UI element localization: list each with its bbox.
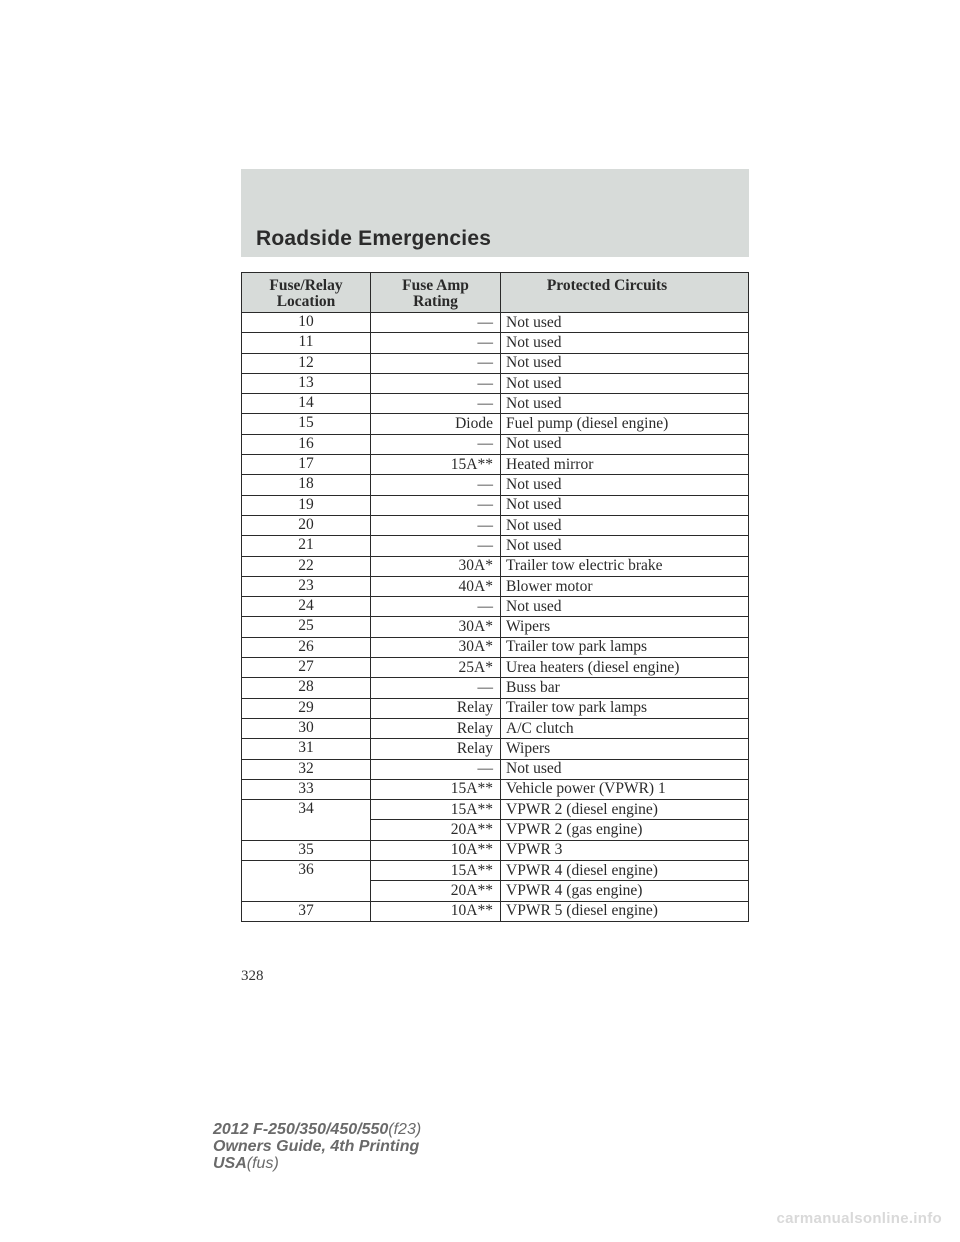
table-body — [242, 313, 749, 922]
cell-amp-rating: 10A** — [371, 901, 501, 921]
table-row — [242, 698, 749, 718]
cell-amp-rating: — — [371, 475, 501, 495]
cell-amp-rating: 20A** — [371, 881, 501, 901]
table-row — [242, 678, 749, 698]
cell-location: 14 — [242, 394, 371, 414]
footer-model: 2012 F-250/350/450/550 — [213, 1121, 389, 1138]
cell-amp-rating: 10A** — [371, 840, 501, 860]
fuse-table — [241, 272, 749, 922]
header-amp-line1: Fuse Amp — [402, 277, 469, 294]
footer — [213, 1121, 421, 1172]
cell-protected-circuit: VPWR 3 — [501, 840, 749, 860]
table-row — [242, 759, 749, 779]
cell-location: 24 — [242, 597, 371, 617]
table-row — [242, 434, 749, 454]
cell-amp-rating: — — [371, 536, 501, 556]
table-row — [242, 779, 749, 799]
table-row — [242, 617, 749, 637]
cell-location: 37 — [242, 901, 371, 921]
cell-amp-rating: Diode — [371, 414, 501, 434]
cell-location: 31 — [242, 739, 371, 759]
section-header — [241, 169, 749, 257]
table-row — [242, 861, 749, 881]
cell-protected-circuit: Fuel pump (diesel engine) — [501, 414, 749, 434]
table-row — [242, 515, 749, 535]
cell-location: 20 — [242, 515, 371, 535]
table-row — [242, 373, 749, 393]
table-row — [242, 536, 749, 556]
cell-protected-circuit: VPWR 4 (gas engine) — [501, 881, 749, 901]
cell-protected-circuit: VPWR 2 (gas engine) — [501, 820, 749, 840]
cell-protected-circuit: Trailer tow electric brake — [501, 556, 749, 576]
cell-protected-circuit: Trailer tow park lamps — [501, 698, 749, 718]
cell-protected-circuit: Not used — [501, 353, 749, 373]
cell-amp-rating: — — [371, 434, 501, 454]
table-row — [242, 739, 749, 759]
page-number: 328 — [241, 968, 264, 984]
cell-location: 21 — [242, 536, 371, 556]
cell-location: 25 — [242, 617, 371, 637]
cell-location: 28 — [242, 678, 371, 698]
table-row — [242, 658, 749, 678]
cell-protected-circuit: Urea heaters (diesel engine) — [501, 658, 749, 678]
cell-protected-circuit: Not used — [501, 394, 749, 414]
cell-amp-rating: 40A* — [371, 576, 501, 596]
cell-protected-circuit: Wipers — [501, 739, 749, 759]
cell-amp-rating: 15A** — [371, 779, 501, 799]
table-row — [242, 637, 749, 657]
cell-protected-circuit: Not used — [501, 333, 749, 353]
cell-amp-rating: 15A** — [371, 800, 501, 820]
cell-protected-circuit: Not used — [501, 434, 749, 454]
footer-line-2 — [213, 1138, 421, 1155]
table-row — [242, 394, 749, 414]
cell-protected-circuit: Not used — [501, 475, 749, 495]
cell-protected-circuit: A/C clutch — [501, 718, 749, 738]
cell-amp-rating: 30A* — [371, 637, 501, 657]
cell-protected-circuit: Not used — [501, 597, 749, 617]
footer-line-1 — [213, 1121, 421, 1138]
cell-amp-rating: 15A** — [371, 455, 501, 475]
cell-amp-rating: Relay — [371, 739, 501, 759]
cell-protected-circuit: Wipers — [501, 617, 749, 637]
cell-location: 33 — [242, 779, 371, 799]
cell-location: 18 — [242, 475, 371, 495]
table-row — [242, 495, 749, 515]
watermark: carmanualsonline.info — [776, 1210, 942, 1227]
header-circuits: Protected Circuits — [501, 273, 749, 313]
table-row — [242, 901, 749, 921]
table-row — [242, 576, 749, 596]
table-row — [242, 718, 749, 738]
cell-amp-rating: — — [371, 394, 501, 414]
cell-location: 34 — [242, 800, 371, 841]
cell-location: 29 — [242, 698, 371, 718]
header-location-line1: Fuse/Relay — [269, 277, 343, 294]
cell-protected-circuit: Not used — [501, 495, 749, 515]
cell-location: 17 — [242, 455, 371, 475]
cell-amp-rating: — — [371, 678, 501, 698]
cell-amp-rating: — — [371, 495, 501, 515]
cell-amp-rating: 25A* — [371, 658, 501, 678]
cell-protected-circuit: Not used — [501, 759, 749, 779]
cell-amp-rating: — — [371, 313, 501, 333]
table-row — [242, 475, 749, 495]
cell-amp-rating: Relay — [371, 698, 501, 718]
cell-amp-rating: — — [371, 373, 501, 393]
header-amp-line2: Rating — [413, 293, 458, 310]
cell-protected-circuit: VPWR 5 (diesel engine) — [501, 901, 749, 921]
cell-protected-circuit: Not used — [501, 373, 749, 393]
cell-location: 32 — [242, 759, 371, 779]
cell-location: 12 — [242, 353, 371, 373]
cell-amp-rating: — — [371, 515, 501, 535]
cell-location: 15 — [242, 414, 371, 434]
footer-market: USA — [213, 1155, 247, 1172]
cell-location: 11 — [242, 333, 371, 353]
cell-amp-rating: — — [371, 597, 501, 617]
table-row — [242, 455, 749, 475]
table-header — [242, 273, 749, 313]
cell-location: 13 — [242, 373, 371, 393]
cell-protected-circuit: Not used — [501, 313, 749, 333]
table-row — [242, 313, 749, 333]
cell-amp-rating: — — [371, 759, 501, 779]
cell-protected-circuit: Vehicle power (VPWR) 1 — [501, 779, 749, 799]
cell-location: 22 — [242, 556, 371, 576]
table-row — [242, 840, 749, 860]
cell-amp-rating: 15A** — [371, 861, 501, 881]
header-location — [242, 273, 371, 313]
cell-protected-circuit: Buss bar — [501, 678, 749, 698]
cell-location: 23 — [242, 576, 371, 596]
table-row — [242, 333, 749, 353]
cell-location: 35 — [242, 840, 371, 860]
cell-amp-rating: — — [371, 353, 501, 373]
header-row — [242, 273, 749, 313]
header-amp — [371, 273, 501, 313]
footer-guide: Owners Guide, 4th Printing — [213, 1138, 420, 1155]
footer-market-code: (fus) — [246, 1155, 279, 1172]
footer-model-code: (f23) — [388, 1121, 422, 1138]
table-row — [242, 414, 749, 434]
cell-location: 26 — [242, 637, 371, 657]
cell-protected-circuit: Not used — [501, 536, 749, 556]
cell-amp-rating: — — [371, 333, 501, 353]
table-row — [242, 800, 749, 820]
cell-amp-rating: 20A** — [371, 820, 501, 840]
cell-location: 36 — [242, 861, 371, 902]
header-location-line2: Location — [276, 293, 336, 310]
cell-location: 19 — [242, 495, 371, 515]
section-title: Roadside Emergencies — [256, 227, 492, 250]
cell-protected-circuit: Not used — [501, 515, 749, 535]
footer-line-3 — [213, 1155, 421, 1172]
cell-protected-circuit: Blower motor — [501, 576, 749, 596]
cell-location: 27 — [242, 658, 371, 678]
cell-protected-circuit: VPWR 4 (diesel engine) — [501, 861, 749, 881]
cell-location: 10 — [242, 313, 371, 333]
cell-location: 30 — [242, 718, 371, 738]
cell-protected-circuit: Trailer tow park lamps — [501, 637, 749, 657]
cell-protected-circuit: Heated mirror — [501, 455, 749, 475]
table-row — [242, 556, 749, 576]
table-row — [242, 597, 749, 617]
cell-amp-rating: 30A* — [371, 617, 501, 637]
cell-amp-rating: 30A* — [371, 556, 501, 576]
cell-location: 16 — [242, 434, 371, 454]
table-row — [242, 353, 749, 373]
cell-protected-circuit: VPWR 2 (diesel engine) — [501, 800, 749, 820]
cell-amp-rating: Relay — [371, 718, 501, 738]
